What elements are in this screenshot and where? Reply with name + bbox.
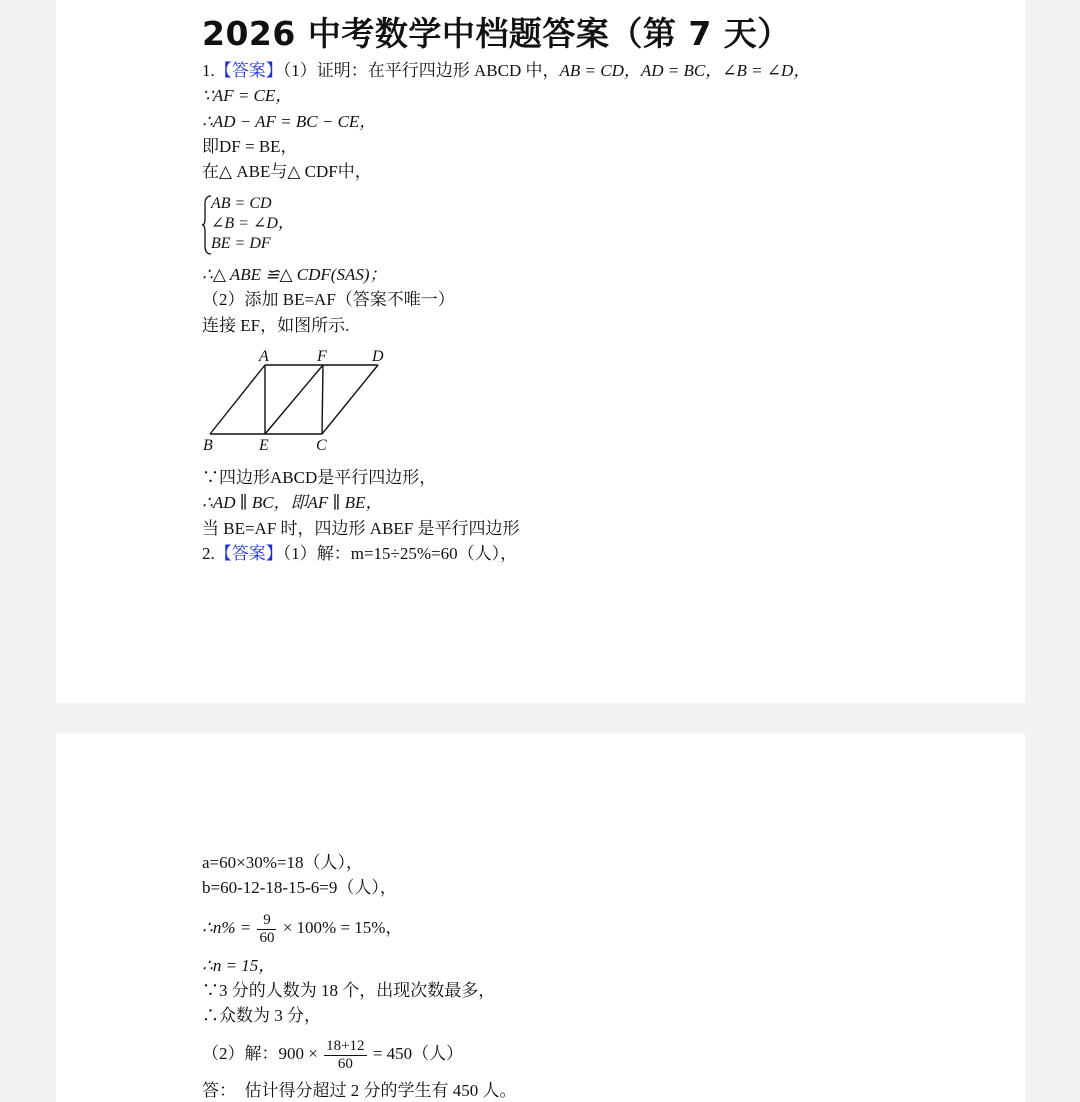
n-fraction bbox=[257, 912, 276, 947]
parallelogram-figure bbox=[200, 344, 400, 456]
q1-line-conclusion: 当 BE=AF 时，四边形 ABEF 是平行四边形 bbox=[202, 519, 520, 538]
segment-fc bbox=[322, 365, 323, 434]
q1-congruence-conclusion: ∴△ ABE ≌△ CDF(SAS)； bbox=[202, 265, 387, 284]
q2-part1: （1）解：m=15÷25%=60（人）， bbox=[282, 544, 518, 563]
q1-line-parallel: ∴AD ∥ BC，即AF ∥ BE， bbox=[202, 493, 383, 512]
page-title: 2026 中考数学中档题答案（第 7 天） bbox=[202, 14, 791, 53]
label-f: F bbox=[317, 348, 327, 365]
q2-n-line: ∴n = 15， bbox=[202, 956, 276, 975]
label-e: E bbox=[259, 437, 269, 454]
q1-line-af-ce: ∵AF = CE， bbox=[202, 86, 293, 105]
n-fraction-den: 60 bbox=[259, 929, 275, 946]
label-b: B bbox=[203, 437, 213, 454]
q1-given-conditions: AB = CD，AD = BC，∠B = ∠D， bbox=[559, 61, 811, 80]
part2-fraction bbox=[324, 1038, 366, 1073]
q2-part2-line bbox=[202, 1036, 463, 1073]
q2-n-percent-line bbox=[202, 910, 402, 947]
system-line-1: AB = CD bbox=[211, 195, 272, 212]
q1-answer-tag: 【答案】 bbox=[214, 61, 283, 80]
q1-line-triangles: 在△ ABE与△ CDF中， bbox=[202, 162, 372, 181]
q2-header-line bbox=[202, 543, 517, 565]
system-line-2: ∠B = ∠D， bbox=[211, 215, 294, 232]
part2-fraction-num: 18+12 bbox=[326, 1037, 365, 1054]
q1-header-line bbox=[202, 60, 810, 82]
q1-number: 1. bbox=[202, 61, 215, 80]
q1-part2-connect: 连接 EF，如图所示. bbox=[202, 316, 350, 335]
q2-a-line: a=60×30%=18（人）， bbox=[202, 853, 363, 872]
edge-ab bbox=[210, 365, 265, 434]
system-line-3: BE = DF bbox=[211, 235, 271, 252]
q2-mode-reason: ∵3 分的人数为 18 个，出现次数最多， bbox=[202, 981, 496, 1000]
q2-answer-tag: 【答案】 bbox=[214, 544, 283, 563]
part2-prefix: （2）解：900 × bbox=[202, 1044, 318, 1063]
n-percent-suffix: × 100% = 15%， bbox=[282, 918, 403, 937]
q2-mode-conclusion: ∴众数为 3 分， bbox=[202, 1006, 321, 1025]
n-fraction-num: 9 bbox=[257, 912, 276, 930]
segment-fe bbox=[265, 365, 323, 434]
n-percent-prefix: ∴n% = bbox=[202, 918, 252, 937]
q2-final-answer: 答： 估计得分超过 2 分的学生有 450 人。 bbox=[202, 1081, 517, 1100]
q1-line-df-be: 即DF = BE， bbox=[202, 137, 298, 156]
label-a: A bbox=[259, 348, 269, 365]
edge-dc bbox=[322, 365, 378, 434]
label-c: C bbox=[316, 437, 327, 454]
q2-b-line: b=60-12-18-15-6=9（人）， bbox=[202, 878, 397, 897]
q1-line-parallelogram: ∵四边形ABCD是平行四边形， bbox=[202, 468, 437, 487]
q1-part1-intro: （1）证明：在平行四边形 ABCD 中， bbox=[282, 61, 560, 80]
part2-suffix: = 450（人） bbox=[372, 1044, 464, 1063]
q1-line-subtract: ∴AD − AF = BC − CE， bbox=[202, 112, 377, 131]
q1-part2-add: （2）添加 BE=AF（答案不唯一） bbox=[202, 290, 455, 309]
q2-number: 2. bbox=[202, 544, 215, 563]
label-d: D bbox=[372, 348, 384, 365]
part2-fraction-den: 60 bbox=[337, 1055, 353, 1072]
